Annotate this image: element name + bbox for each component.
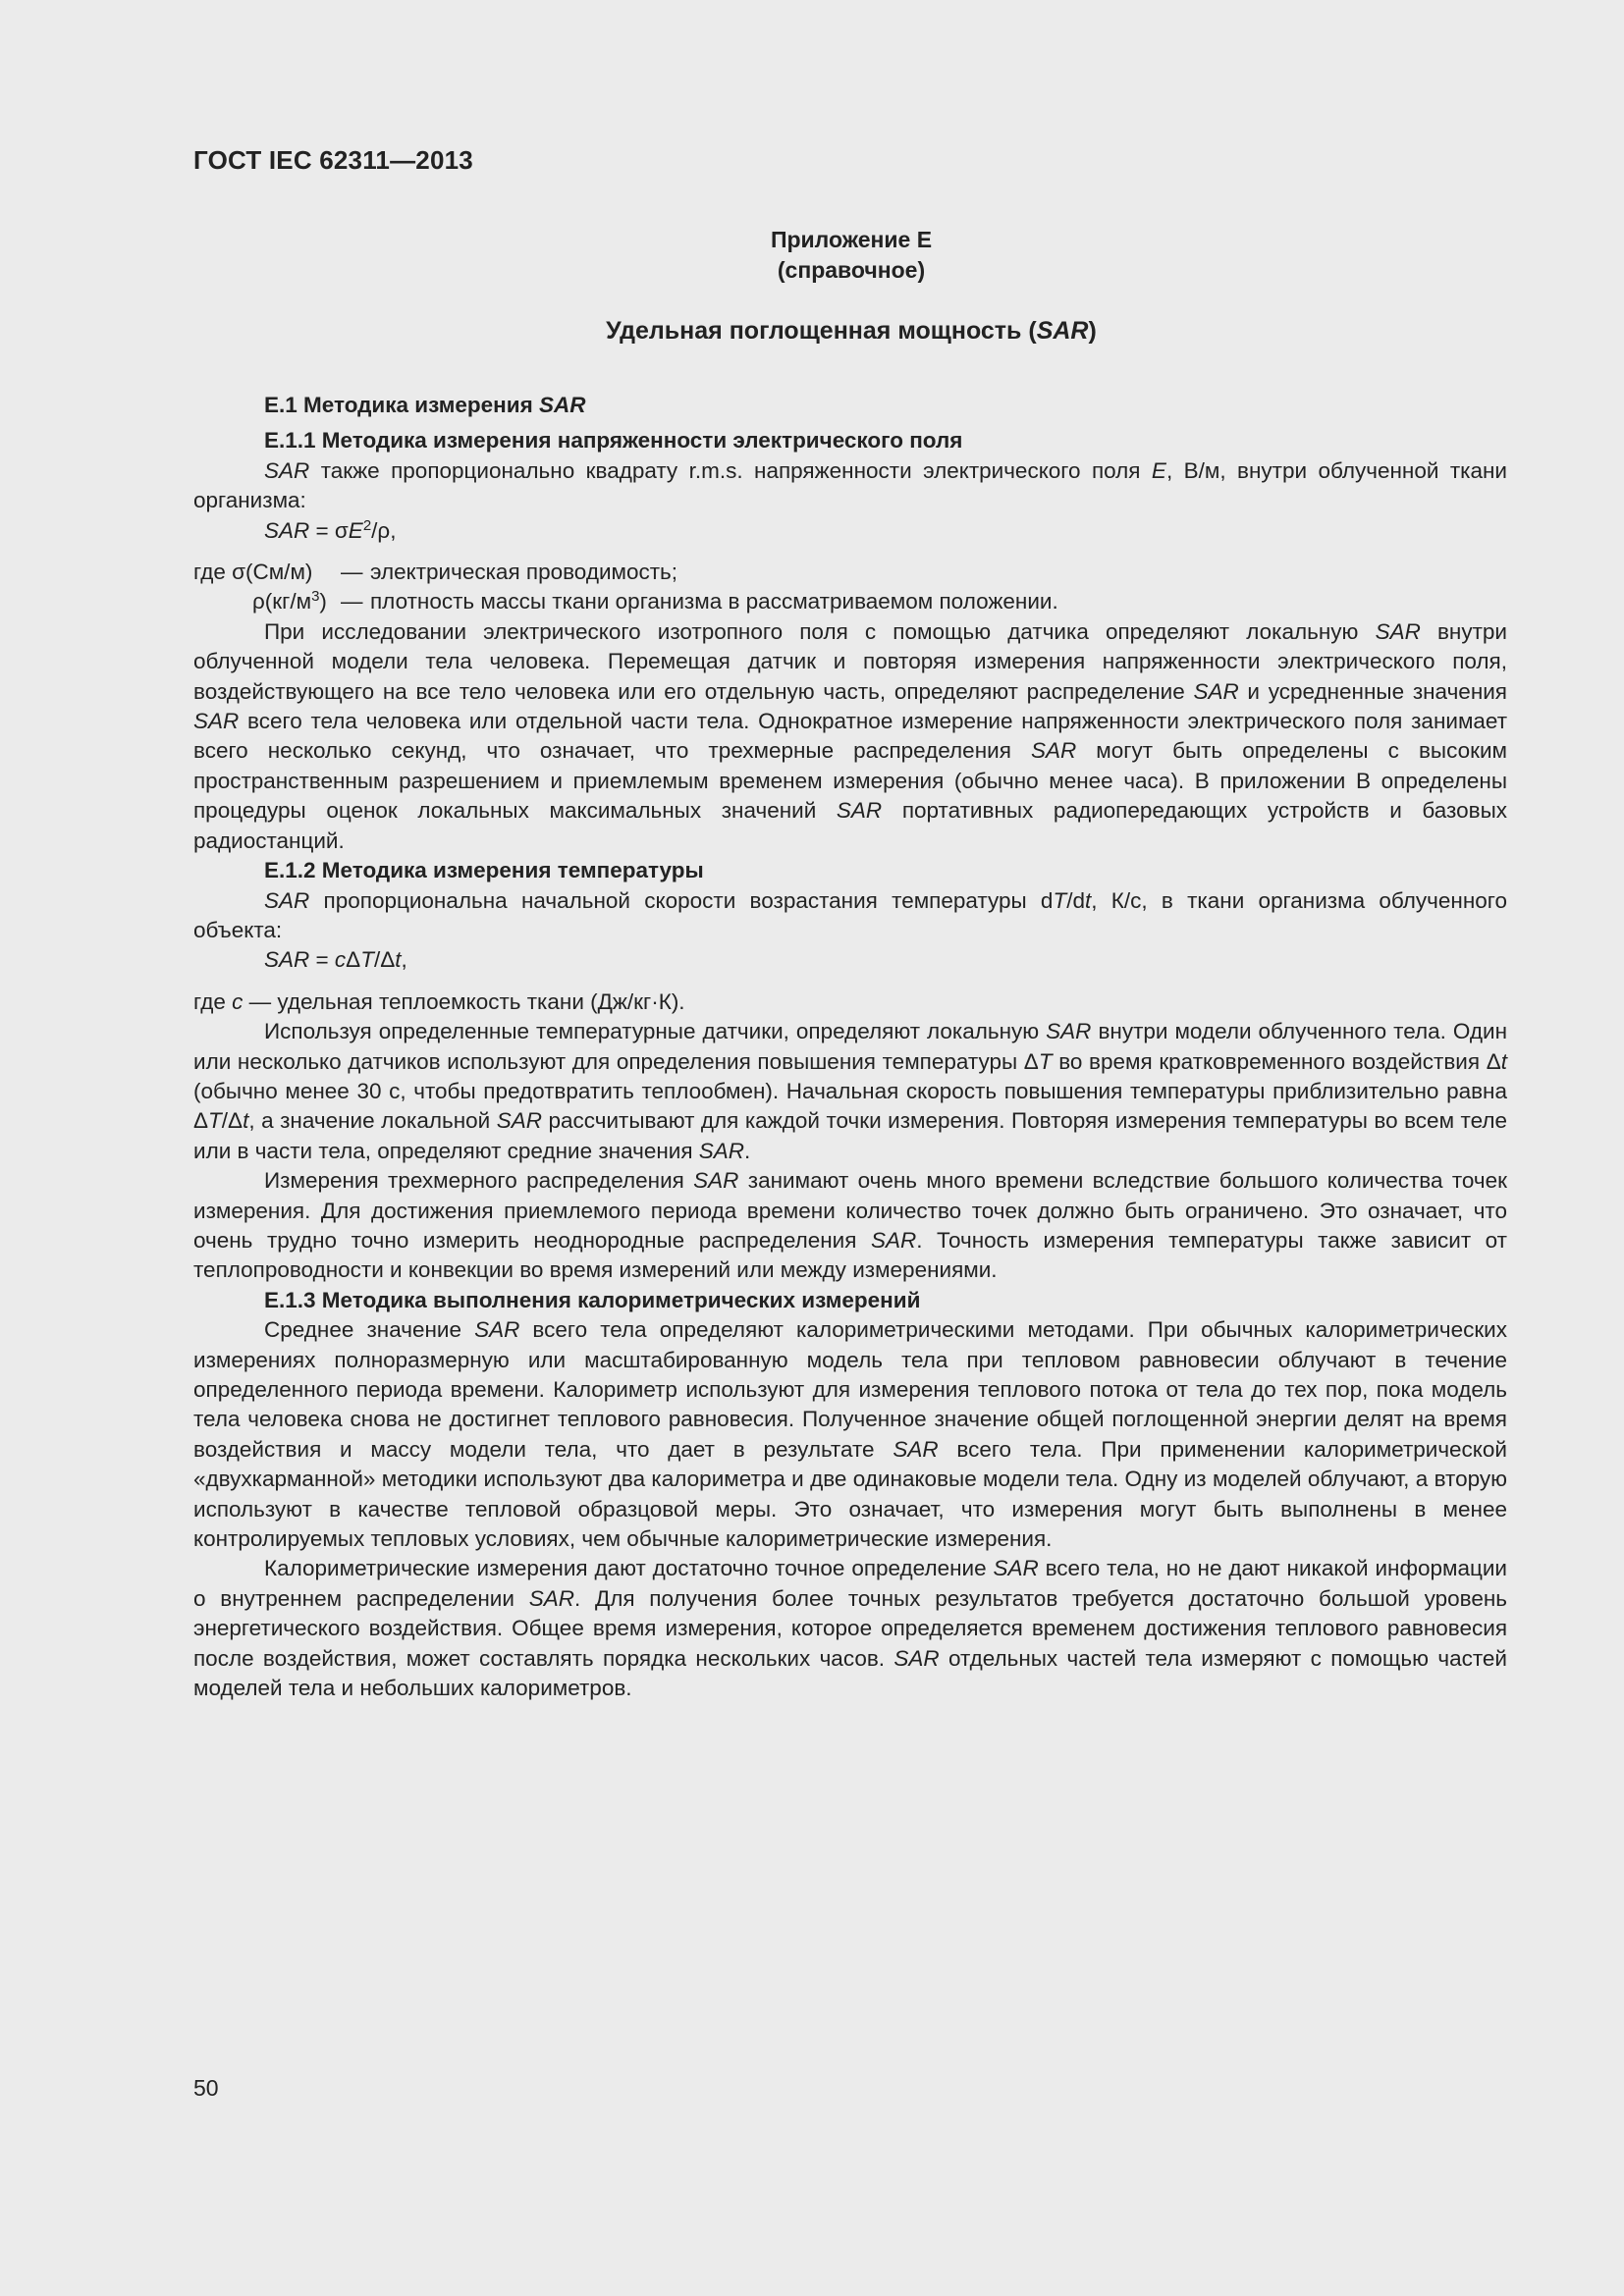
paragraph-e13-1 (193, 1315, 1507, 1554)
text-run: t (1500, 1048, 1507, 1074)
formula-run: t (395, 947, 402, 973)
section-heading-e12: Е.1.2 Методика измерения температуры (264, 858, 704, 883)
text-run: . Для получения более точных результатов требуется достаточно большой уровень энергетического воздействия. Общее время измерения, которое определяется временем достижения теплового равновесия после воздействия, может составлять порядка нескольких часов. (193, 1585, 1508, 1671)
annex-label: Приложение Е (770, 227, 933, 252)
annex-title (0, 317, 1624, 346)
document-body (193, 391, 1507, 1703)
text-run: Используя определенные температурные датчики, определяют локальную (264, 1019, 1047, 1044)
formula-superscript: 2 (362, 516, 372, 534)
text-run: E (1151, 457, 1166, 483)
formula-run: Δ (346, 947, 361, 973)
formula-e11 (193, 516, 1507, 546)
text-run: SAR (1046, 1019, 1092, 1044)
text-run: . Точность измерения температуры также зависит от теплопроводности и конвекции во время измерений или между измерениями. (193, 1227, 1507, 1283)
text-run: T (1038, 1048, 1053, 1074)
standard-designation: ГОСТ IEC 62311—2013 (193, 145, 473, 175)
text-run: SAR (836, 798, 883, 824)
text-run: SAR (193, 709, 240, 734)
text-run: всего тела человека или отдельной части тела. Однократное измерение напряженности электрического поля занимает всего несколько секунд, что означает, что трехмерные распределения (193, 709, 1507, 764)
legend-symbol-end: ) (319, 589, 327, 614)
formula-run: SAR (264, 517, 310, 543)
text-run: SAR (1375, 618, 1421, 644)
text-run: SAR (698, 1138, 745, 1163)
legend-dash: — (341, 589, 363, 614)
text-run: SAR (264, 887, 310, 913)
text-run: Среднее значение (264, 1317, 475, 1343)
annex-title-italic: SAR (1036, 317, 1089, 345)
paragraph-e11-1 (193, 456, 1507, 516)
text-run: При исследовании электрического изотропного поля с помощью датчика определяют локальную (264, 618, 1376, 644)
formula-run: SAR (264, 947, 310, 973)
formula-run: c (334, 947, 347, 973)
formula-run: , (401, 947, 407, 973)
text-run: SAR (496, 1108, 542, 1134)
formula-run: /Δ (373, 947, 396, 973)
page-number: 50 (193, 2075, 219, 2101)
paragraph-e13-2 (193, 1554, 1507, 1703)
legend-symbol-superscript: 3 (311, 588, 320, 606)
text-run: SAR (1193, 678, 1239, 704)
annex-status: (справочное) (777, 257, 926, 283)
annex-heading (0, 225, 1624, 286)
text-run: отдельных частей тела измеряют с помощью частей моделей тела и небольших калориметров. (193, 1645, 1507, 1701)
text-run: , В/м, внутри облученной ткани организма: (193, 457, 1507, 513)
legend-description: плотность массы ткани организма в рассматриваемом положении. (370, 589, 1058, 614)
text-run: , К/с, в ткани организма облученного объекта: (193, 887, 1507, 942)
legend-row-c (193, 988, 1507, 1017)
text-run: , а значение локальной (248, 1108, 497, 1134)
text-run: SAR (993, 1556, 1039, 1581)
text-run: во время кратковременного воздействия Δ (1052, 1048, 1501, 1074)
text-run: Калориметрические измерения дают достаточно точное определение (264, 1556, 994, 1581)
text-run: где (193, 988, 233, 1014)
text-run: рассчитывают для каждой точки измерения. Повторяя измерения температуры во всем теле или в части тела, определяют средние значения (193, 1108, 1507, 1163)
formula-run: = σ (309, 517, 349, 543)
text-run: всего тела, но не дают никакой информации о внутреннем распределении (193, 1556, 1507, 1611)
text-run: SAR (1030, 738, 1077, 764)
formula-run: = (309, 947, 335, 973)
legend-symbol: где σ(См/м) (193, 560, 313, 585)
text-run: могут быть определены с высоким пространственным разрешением и приемлемым временем измерения (обычно менее часа). В приложении В определены процедуры оценок локальных максимальных значений (193, 738, 1507, 824)
text-run: T (208, 1108, 222, 1134)
text-run: T (1053, 887, 1067, 913)
text-run: занимают очень много времени вследствие большого количества точек измерения. Для достижения приемлемого периода времени количество точек должно быть ограничено. Это означает, что очень трудно точно измерить неоднородные распределения (193, 1168, 1508, 1253)
legend-row-rho (193, 587, 1507, 616)
section-heading-e13: Е.1.3 Методика выполнения калориметрических измерений (264, 1287, 921, 1312)
text-run: (обычно менее 30 с, чтобы предотвратить теплообмен). Начальная скорость повышения температуры приблизительно равна Δ (193, 1078, 1507, 1134)
legend-dash: — (341, 560, 363, 585)
text-run: — удельная теплоемкость ткани (Дж/кг·К). (243, 988, 685, 1014)
legend-symbol (193, 587, 341, 616)
paragraph-e11-2 (193, 617, 1507, 856)
text-run: SAR (893, 1645, 940, 1671)
text-run: t (1084, 887, 1092, 913)
text-run: портативных радиопередающих устройств и базовых радиостанций. (193, 798, 1507, 853)
paragraph-e12-3 (193, 1166, 1507, 1286)
text-run: пропорциональна начальной скорости возрастания температуры d (309, 887, 1054, 913)
formula-e12 (193, 945, 1507, 975)
text-run: и усредненные значения (1238, 678, 1507, 704)
text-run: SAR (693, 1168, 739, 1194)
section-heading-e1-italic: SAR (538, 393, 586, 417)
formula-run: E (348, 517, 363, 543)
section-heading-e11: Е.1.1 Методика измерения напряженности электрического поля (264, 428, 963, 454)
text-run: всего тела определяют калориметрическими методами. При обычных калориметрических измерениях полноразмерную или масштабированную модель тела при тепловом равновесии облучают в течение определенного периода времени. Калориметр используют для измерения теплового потока от тела до тех пор, пока модель тела человека снова не достигнет теплового равновесия. Полученное значение общей поглощенной энергии делят на время воздействия и массу модели тела, что дает в результате (193, 1317, 1507, 1462)
legend-row-sigma (193, 558, 1507, 587)
text-run: SAR (870, 1227, 917, 1253)
text-run: SAR (528, 1585, 574, 1611)
text-run: SAR (893, 1436, 939, 1462)
formula-run: T (360, 947, 374, 973)
annex-title-text: Удельная поглощенная мощность ( (606, 317, 1037, 345)
text-run: SAR (264, 457, 310, 483)
text-run: также пропорционально квадрату r.m.s. напряженности электрического поля (309, 457, 1152, 483)
text-run: всего тела. При применении калориметрической «двухкарманной» методики используют два калориметра и две одинаковые модели тела. Одну из моделей облучают, а вторую используют в качестве тепловой образцовой меры. Это означает, что измерения могут быть выполнены в менее контролируемых тепловых условиях, чем обычные калориметрические измерения. (193, 1436, 1507, 1552)
paragraph-e12-2 (193, 1017, 1507, 1166)
paragraph-e12-1 (193, 886, 1507, 946)
text-run: c (232, 988, 244, 1014)
text-run: SAR (474, 1317, 520, 1343)
section-heading-e1 (193, 391, 1507, 420)
text-run: внутри облученной модели тела человека. Перемещая датчик и повторяя измерения напряженности электрического поля, воздействующего на все тело человека или его отдельную часть, определяют распределение (193, 618, 1507, 704)
section-heading-e1-text: Е.1 Методика измерения (264, 393, 539, 417)
text-run: /Δ (221, 1108, 244, 1134)
text-run: . (744, 1138, 751, 1163)
formula-run: /ρ, (371, 517, 397, 543)
text-run: Измерения трехмерного распределения (264, 1168, 694, 1194)
text-run: внутри модели облученного тела. Один или несколько датчиков используют для определения повышения температуры Δ (193, 1019, 1507, 1074)
text-run: /d (1066, 887, 1085, 913)
legend-symbol-text: ρ(кг/м (252, 589, 312, 614)
text-run: t (243, 1108, 249, 1134)
legend-description: электрическая проводимость; (370, 560, 678, 585)
annex-title-close: ) (1088, 317, 1097, 345)
